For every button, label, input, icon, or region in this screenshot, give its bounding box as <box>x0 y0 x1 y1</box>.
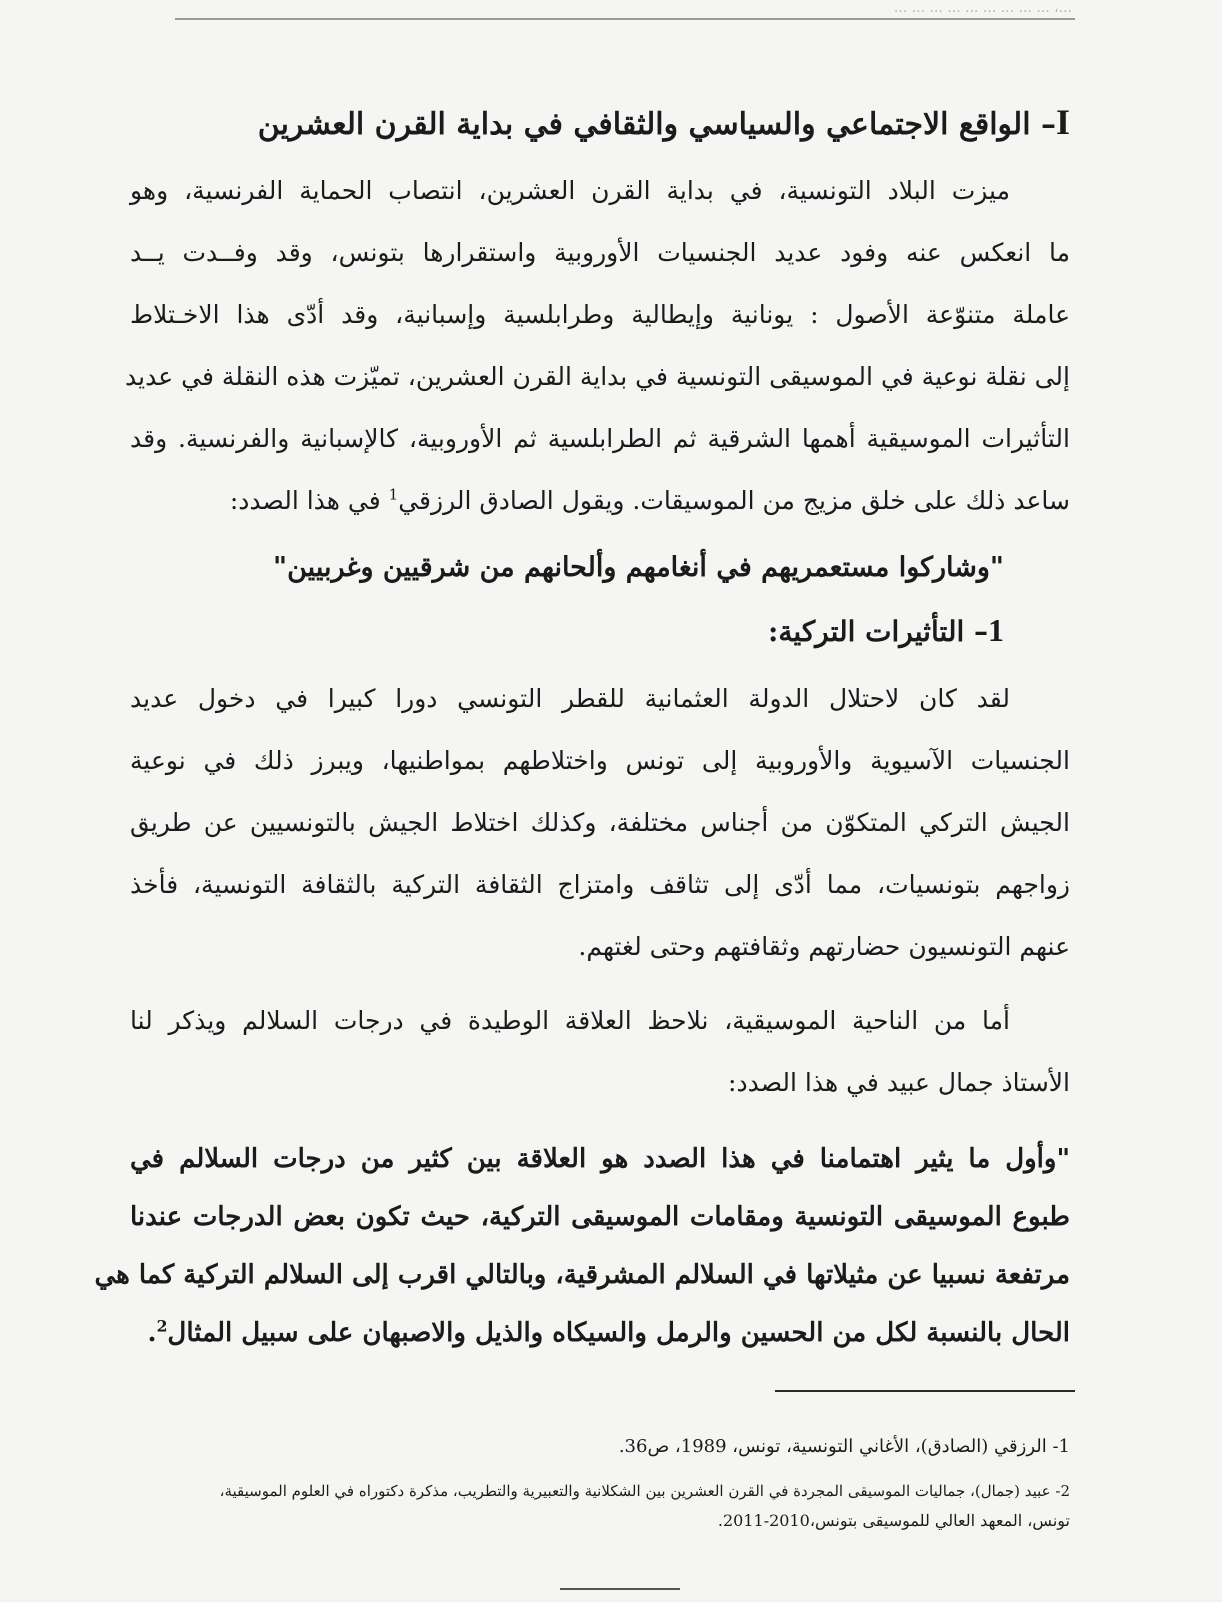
footnote-ref-1: 1 <box>388 485 399 504</box>
subsection-heading-number: 1 <box>988 612 1004 648</box>
block-quote-line: الحال بالنسبة لكل من الحسين والرمل والسيكاه والذيل والاصبهان على سبيل المثال <box>167 1318 1070 1348</box>
block-quote-end: . <box>147 1318 157 1348</box>
paragraph-3 <box>130 990 1070 1114</box>
paragraph-1-line-end: في هذا الصدد: <box>229 486 389 515</box>
footnote-1: 1- الرزقي (الصادق)، الأغاني التونسية، تونس، 1989، ص36. <box>618 1436 1070 1457</box>
paragraph-1-line: التأثيرات الموسيقية أهمها الشرقية ثم الطرابلسية ثم الأوروبية، كالإسبانية والفرنسية. وقد <box>130 424 1070 453</box>
paragraph-1-line: عاملة متنوّعة الأصول : يونانية وإيطالية وطرابلسية وإسبانية، وقد أدّى هذا الاخـتلاط <box>130 300 1070 329</box>
paragraph-1-line: إلى نقلة نوعية في الموسيقى التونسية في بداية القرن العشرين، تميّزت هذه النقلة في عديد <box>125 362 1070 391</box>
section-heading-number: I <box>1055 102 1070 142</box>
footnote-2-line: تونس، المعهد العالي للموسيقى بتونس،2010-2011. <box>717 1511 1070 1530</box>
block-quote-line: مرتفعة نسبيا عن مثيلاتها في السلالم المشرقية، وبالتالي اقرب إلى السلالم التركية كما هي <box>94 1260 1070 1290</box>
quote-1: "وشاركوا مستعمريهم في أنغامهم وألحانهم من شرقيين وغربيين" <box>273 552 1004 583</box>
paragraph-2-line: زواجهم بتونسيات، مما أدّى إلى تثاقف وامتزاج الثقافة التركية بالثقافة التونسية، فأخذ <box>130 870 1070 899</box>
paragraph-2-line: عنهم التونسيون حضارتهم وثقافتهم وحتى لغتهم. <box>578 932 1070 961</box>
top-bleed-text: ...، ... ... ... ... ... ... ... ... ... <box>893 0 1072 16</box>
paragraph-1-line: ما انعكس عنه وفود عديد الجنسيات الأوروبية واستقرارها بتونس، وقد وفــدت يــد <box>130 238 1070 267</box>
subsection-heading-text: – التأثيرات التركية: <box>768 615 988 648</box>
paragraph-2 <box>130 668 1070 978</box>
section-heading-text: – الواقع الاجتماعي والسياسي والثقافي في بداية القرن العشرين <box>257 107 1056 142</box>
paragraph-3-line: الأستاذ جمال عبيد في هذا الصدد: <box>728 1068 1070 1097</box>
paragraph-2-line: لقد كان لاحتلال الدولة العثمانية للقطر التونسي دورا كبيرا في دخول عديد <box>130 684 1010 713</box>
paragraph-3-line: أما من الناحية الموسيقية، نلاحظ العلاقة الوطيدة في درجات السلالم ويذكر لنا <box>130 1006 1010 1035</box>
block-quote-last-line <box>130 1304 1070 1362</box>
paragraph-1-line: ميزت البلاد التونسية، في بداية القرن العشرين، انتصاب الحماية الفرنسية، وهو <box>130 176 1010 205</box>
paragraph-2-line: الجنسيات الآسيوية والأوروبية إلى تونس واختلاطهم بمواطنيها، ويبرز ذلك في نوعية <box>130 746 1070 775</box>
section-heading <box>170 102 1070 145</box>
footnote-ref-2: 2 <box>156 1316 168 1336</box>
footnote-2 <box>130 1478 1070 1538</box>
footnote-divider <box>775 1390 1075 1392</box>
paragraph-1-line: ساعد ذلك على خلق مزيج من الموسيقات. ويقول الصادق الرزقي <box>398 486 1070 515</box>
paragraph-2-line: الجيش التركي المتكوّن من أجناس مختلفة، وكذلك اختلاط الجيش بالتونسيين عن طريق <box>130 808 1070 837</box>
block-quote <box>94 1130 1070 1362</box>
paragraph-1-last-line <box>130 470 1070 532</box>
top-rule <box>175 18 1075 20</box>
subsection-heading <box>404 610 1004 652</box>
footnote-2-line: 2- عبيد (جمال)، جماليات الموسيقى المجردة في القرن العشرين بين الشكلانية والتعبيرية والتطريب، مذكرة دكتوراه في العلوم الموسيقية، <box>219 1482 1070 1500</box>
block-quote-line: "وأول ما يثير اهتمامنا في هذا الصدد هو العلاقة بين كثير من درجات السلالم في <box>130 1144 1070 1174</box>
paragraph-1 <box>125 160 1070 532</box>
block-quote-line: طبوع الموسيقى التونسية ومقامات الموسيقى التركية، حيث تكون بعض الدرجات عندنا <box>130 1202 1070 1232</box>
